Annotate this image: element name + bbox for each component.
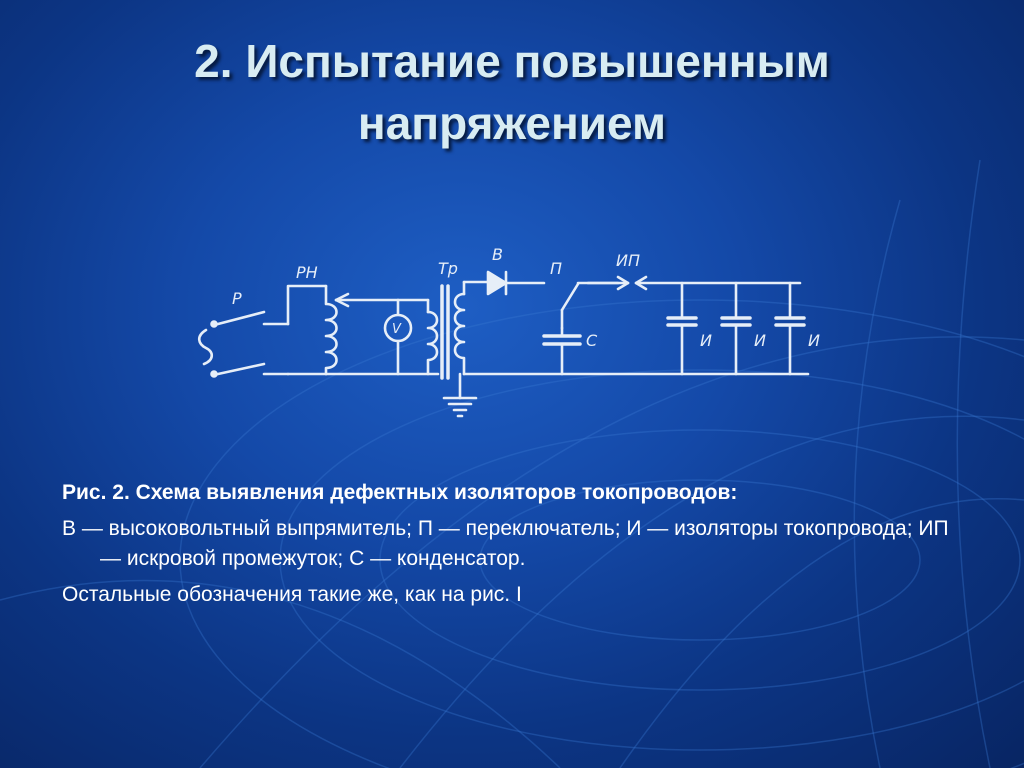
figure-legend: В — высоковольтный выпрямитель; П — переключатель; И — изоляторы токопровода; ИП — искровой промежуток; С — конденсатор.: [62, 517, 949, 570]
figure-caption: [62, 478, 962, 616]
label-i-2: И: [754, 331, 766, 350]
label-b: В: [492, 245, 503, 264]
label-rn: РН: [296, 263, 318, 282]
title-line-1: 2. Испытание повышенным: [194, 35, 830, 87]
transformer-tr: [428, 282, 808, 416]
label-tr: Тр: [438, 259, 458, 278]
regulator-rn: [288, 286, 398, 374]
diode-b: [488, 272, 544, 294]
switch-p: [218, 312, 288, 374]
figure-title: Рис. 2. Схема выявления дефектных изоляторов токопроводов:: [62, 481, 738, 504]
circuit-diagram: [188, 232, 848, 428]
label-v: V: [392, 322, 401, 337]
title-line-2: напряжением: [357, 97, 667, 149]
label-i-3: И: [808, 331, 820, 350]
slide-title: [0, 30, 1024, 154]
label-c: С: [586, 331, 598, 350]
ac-source-symbol: [199, 322, 216, 377]
insulators-i: [668, 283, 804, 374]
voltmeter: [326, 300, 438, 374]
label-pi: П: [550, 259, 563, 278]
label-i-1: И: [700, 331, 712, 350]
capacitor-c: [544, 328, 580, 374]
figure-note: Остальные обозначения такие же, как на рис. I: [62, 583, 522, 606]
spark-gap-ip: [588, 277, 800, 289]
label-ip: ИП: [616, 251, 640, 270]
switch-pi: [562, 283, 618, 328]
label-p: Р: [232, 289, 242, 308]
